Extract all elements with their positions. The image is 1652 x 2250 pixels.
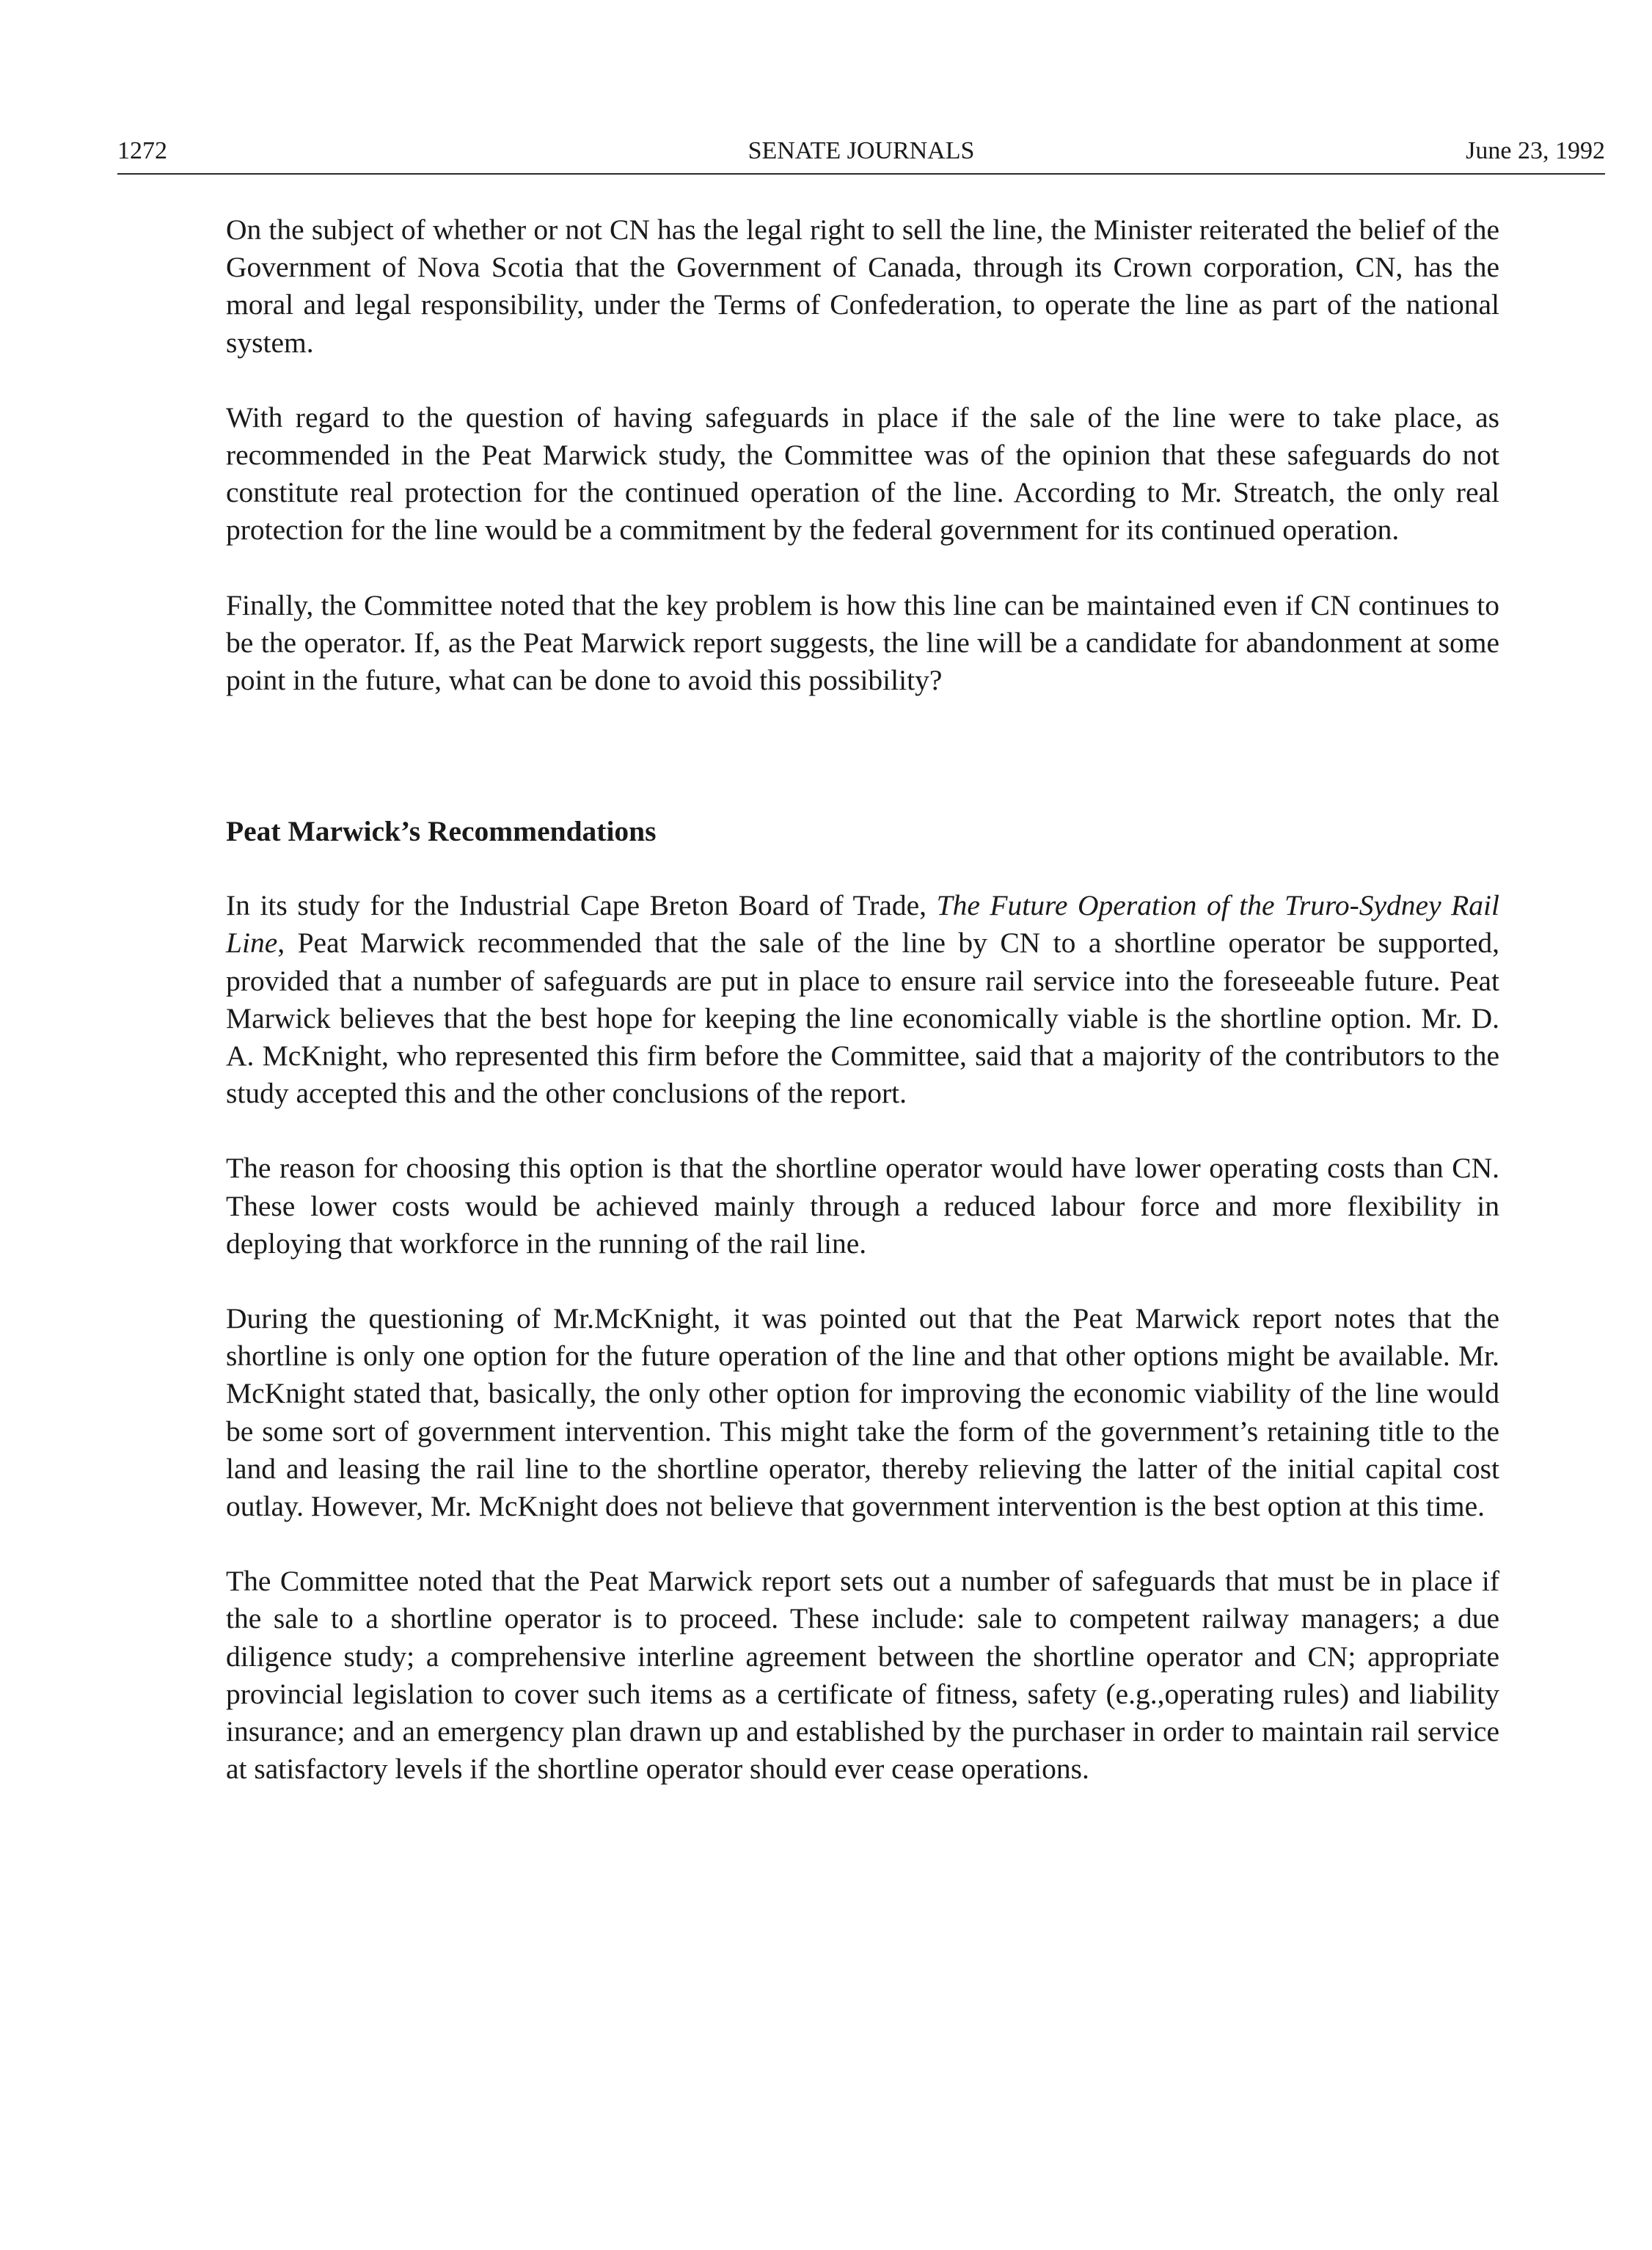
header-date: June 23, 1992: [1466, 137, 1605, 164]
page-number: 1272: [117, 137, 167, 164]
header-rule: [117, 173, 1605, 175]
section-heading: Peat Marwick’s Recommendations: [226, 815, 657, 848]
paragraph-questioning: During the questioning of Mr.McKnight, it was pointed out that the Peat Marwick report notes that the shortline is only one option for the future operation of the line and that other options might be available. Mr. McKnight stated that, basically, the only other option for improving the economic viability of the line would be some sort of government intervention. This might take the form of the government’s retaining title to the land and leasing the rail line to the shortline operator, thereby relieving the latter of the initial capital cost outlay. However, Mr. McKnight does not believe that government intervention is the best option at this time.: [226, 1302, 1499, 1523]
paragraph-legal-right: On the subject of whether or not CN has the legal right to sell the line, the Minister reiterated the belief of the Government of Nova Scotia that the Government of Canada, through its Crown corporation, CN, has the moral and legal responsibility, under the Terms of Confederation, to operate the line as part of the national system.: [226, 213, 1499, 359]
paragraph-key-problem: Finally, the Committee noted that the key problem is how this line can be maintained even if CN continues to be the operator. If, as the Peat Marwick report suggests, the line will be a candidate for abandonment at some point in the future, what can be done to avoid this possibility?: [226, 588, 1499, 697]
paragraph-safeguard-list: The Committee noted that the Peat Marwick report sets out a number of safeguards that must be in place if the sale to a shortline operator is to proceed. These include: sale to competent railway managers; a due diligence study; a comprehensive interline agreement between the shortline operator and CN; appropriate provincial legislation to cover such items as a certificate of fitness, safety (e.g.,operating rules) and liability insurance; and an emergency plan drawn up and established by the purchaser in order to maintain rail service at satisfactory levels if the shortline operator should ever cease operations.: [226, 1565, 1499, 1786]
intro-text-before: In its study for the Industrial Cape Breton Board of Trade,: [226, 889, 937, 922]
study-title: The Future Operation of the Truro-Sydney Rail Line: [226, 889, 1499, 960]
running-header: [117, 131, 1605, 172]
paragraph-safeguards: With regard to the question of having safeguards in place if the sale of the line were to take place, as recommended in the Peat Marwick study, the Committee was of the opinion that these safeguards do not constitute real protection for the continued operation of the line. According to Mr. Streatch, the only real protection for the line would be a commitment by the federal government for its continued operation.: [226, 401, 1499, 547]
paragraph-reason: The reason for choosing this option is that the shortline operator would have lower operating costs than CN. These lower costs would be achieved mainly through a reduced labour force and more flexibility in deploying that workforce in the running of the rail line.: [226, 1152, 1499, 1260]
paragraph-study-intro: [226, 887, 1499, 1112]
intro-text-after: , Peat Marwick recommended that the sale of the line by CN to a shortline operator be supported, provided that a number of safeguards are put in place to ensure rail service into the foreseeable future. Peat Marwick believes that the best hope for keeping the line economically viable is the shortline option. Mr. D. A. McKnight, who represented this firm before the Committee, said that a majority of the contributors to the study accepted this and the other conclusions of the report.: [226, 927, 1499, 1110]
journal-title: SENATE JOURNALS: [748, 137, 975, 164]
document-body: [226, 211, 1499, 1826]
